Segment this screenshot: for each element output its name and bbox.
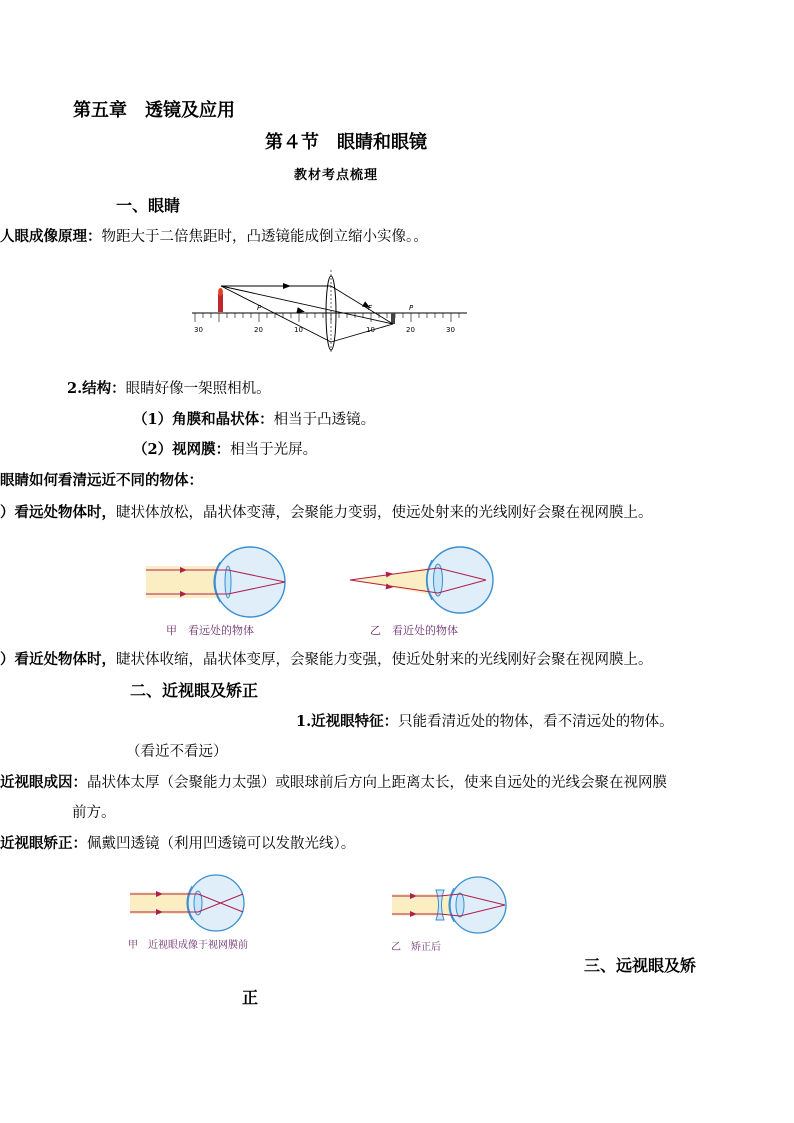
- tick-label-20-right: 20: [406, 326, 415, 334]
- part3-heading-cont: 正: [242, 988, 259, 1007]
- item2-label: 2.结构：: [67, 380, 126, 397]
- subtitle: 教材考点梳理: [294, 168, 379, 183]
- near-text: 睫状体收缩，晶状体变厚，会聚能力变强，使近处射来的光线刚好会聚在视网膜上。: [116, 652, 653, 668]
- item1: [0, 228, 428, 246]
- item3-label: 眼睛如何看清远近不同的物体：: [0, 472, 203, 489]
- tick-label-20-left: 20: [254, 326, 263, 334]
- eye-diagram-near: [346, 540, 496, 622]
- crystalline-lens: [456, 893, 464, 917]
- item2-sub2-text: 相当于光屏。: [230, 442, 318, 458]
- far-label: ）看远处物体时，: [0, 504, 116, 521]
- caption-myopia-after: 乙 矫正后: [391, 942, 441, 953]
- feature-label: 1.近视眼特征：: [296, 713, 399, 730]
- item1-label: 人眼成像原理：: [0, 228, 102, 245]
- candle-object: [218, 294, 223, 312]
- near-label: ）看近处物体时，: [0, 651, 116, 668]
- tick-label-30-right: 30: [446, 326, 455, 334]
- caption-myopia-before: 甲 近视眼成像于视网膜前: [128, 940, 248, 951]
- near-line: [0, 651, 653, 669]
- item2-sub1-label: （1）角膜和晶状体：: [133, 411, 274, 428]
- myopia-diagram-before: [126, 870, 250, 934]
- part3-heading: 三、远视眼及矫: [584, 956, 697, 975]
- part1-heading: 一、眼睛: [116, 196, 181, 215]
- twof-label-left: P: [257, 304, 262, 312]
- ruler-ticks: [195, 313, 459, 322]
- item2-sub1-text: 相当于凸透镜。: [273, 412, 376, 428]
- candle-image: [391, 313, 395, 324]
- lens-imaging-diagram: [185, 262, 475, 354]
- item2-sub2: [133, 441, 317, 459]
- twof-label: P: [409, 304, 414, 312]
- eye-diagram-far: [140, 540, 300, 622]
- myopia-diagram-after: [388, 872, 512, 936]
- fix-label: 近视眼矫正：: [0, 835, 87, 852]
- caption-near: 乙 看近处的物体: [370, 624, 458, 637]
- myopia-feature: [296, 713, 674, 731]
- chapter-title: 第五章 透镜及应用: [73, 100, 235, 121]
- item2: [67, 380, 271, 398]
- focus-label: F: [368, 304, 373, 312]
- tick-label-10-right: 10: [366, 326, 375, 334]
- item2-sub2-label: （2）视网膜：: [133, 441, 231, 458]
- far-line: [0, 504, 653, 522]
- myopia-note: （看近不看远）: [126, 744, 228, 760]
- section-title: 第４节 眼睛和眼镜: [265, 132, 427, 153]
- myopia-cause: [0, 774, 667, 792]
- feature-text: 只能看清近处的物体，看不清远处的物体。: [398, 714, 674, 730]
- item2-text: 眼睛好像一架照相机。: [125, 381, 271, 397]
- part2-heading: 二、近视眼及矫正: [130, 681, 259, 700]
- caption-far: 甲 看远处的物体: [166, 624, 254, 637]
- far-text: 睫状体放松，晶状体变薄，会聚能力变弱，使远处射来的光线刚好会聚在视网膜上。: [116, 505, 653, 521]
- myopia-fix: [0, 835, 355, 853]
- fix-text: 佩戴凹透镜（利用凹透镜可以发散光线）。: [87, 836, 356, 852]
- item1-text: 物距大于二倍焦距时，凸透镜能成倒立缩小实像。。: [101, 229, 428, 245]
- tick-label-10-left: 10: [294, 326, 303, 334]
- tick-label-30-left: 30: [194, 326, 203, 334]
- item2-sub1: [133, 411, 375, 429]
- myopia-cause-cont: 前方。: [72, 805, 116, 821]
- cause-text: 晶状体太厚（会聚能力太强）或眼球前后方向上距离太长，使来自远处的光线会聚在视网膜: [87, 775, 667, 791]
- cause-label: 近视眼成因：: [0, 774, 87, 791]
